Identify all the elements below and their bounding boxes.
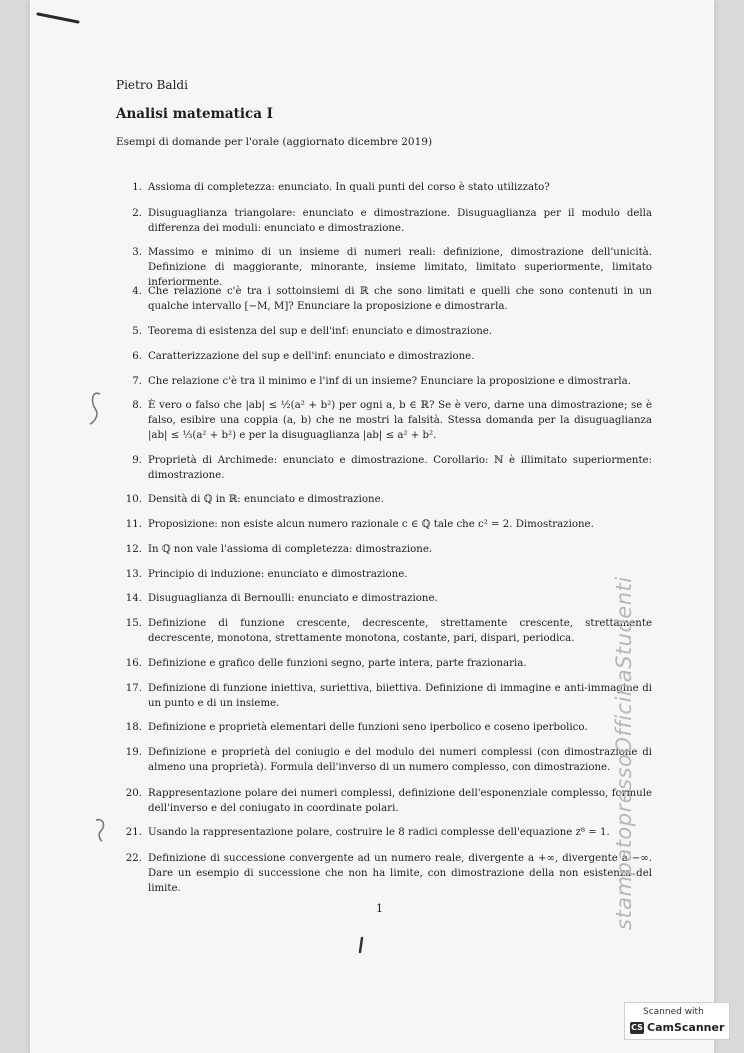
question-number: 13. <box>125 569 142 580</box>
question-item <box>112 542 652 557</box>
question-text: Definizione di funzione crescente, decrescente, strettamente crescente, strettamente decrescente, monotona, strettamente monotona, costante, pari, dispari, periodica. <box>148 618 652 644</box>
question-text: Assioma di completezza: enunciato. In quali punti del corso è stato utilizzato? <box>148 182 550 193</box>
question-text: Definizione di successione convergente ad un numero reale, divergente a +∞, divergente a −∞. Dare un esempio di successione che non ha limite, con dimostrazione della non esistenza del limite. <box>148 853 652 894</box>
question-item <box>112 374 652 389</box>
question-number: 1. <box>132 182 142 193</box>
question-item <box>112 398 652 443</box>
question-item <box>112 591 652 606</box>
question-text: In ℚ non vale l'assioma di completezza: dimostrazione. <box>148 544 433 555</box>
question-item <box>112 517 652 532</box>
question-text: Proposizione: non esiste alcun numero razionale c ∈ ℚ tale che c² = 2. Dimostrazione. <box>148 519 594 530</box>
question-number: 2. <box>132 208 142 219</box>
question-number: 7. <box>132 376 142 387</box>
scanner-stamp-line2: CamScanner <box>647 1021 725 1034</box>
question-item <box>112 284 652 314</box>
page-number: 1 <box>376 902 383 915</box>
ink-mark <box>356 936 368 956</box>
question-number: 18. <box>125 722 142 733</box>
question-item <box>112 453 652 483</box>
question-number: 20. <box>125 788 142 799</box>
question-item <box>112 324 652 339</box>
question-number: 14. <box>125 593 142 604</box>
question-text: Densità di ℚ in ℝ: enunciato e dimostrazione. <box>148 494 384 505</box>
question-item <box>112 720 652 735</box>
question-number: 9. <box>132 455 142 466</box>
question-text: Che relazione c'è tra i sottoinsiemi di ℝ che sono limitati e quelli che sono contenuti in un qualche intervallo [−M, M]? Enunciare la proposizione e dimostrarla. <box>148 286 652 312</box>
pencil-annotation-mark <box>90 814 112 844</box>
question-item <box>112 206 652 236</box>
question-text: Definizione e grafico delle funzioni segno, parte intera, parte frazionaria. <box>148 658 527 669</box>
question-text: Rappresentazione polare dei numeri complessi, definizione dell'esponenziale complesso, formule dell'inverso e del coniugato in coordinate polari. <box>148 788 652 814</box>
question-number: 21. <box>125 827 142 838</box>
question-text: Principio di induzione: enunciato e dimostrazione. <box>148 569 408 580</box>
question-text: Disuguaglianza di Bernoulli: enunciato e dimostrazione. <box>148 593 438 604</box>
question-number: 19. <box>125 747 142 758</box>
question-item <box>112 656 652 671</box>
question-number: 17. <box>125 683 142 694</box>
question-number: 12. <box>125 544 142 555</box>
question-item <box>112 567 652 582</box>
pen-mark <box>34 8 84 28</box>
watermark: stampatopressoOfficinaStudenti <box>612 576 636 930</box>
question-item <box>112 349 652 364</box>
question-text: Massimo e minimo di un insieme di numeri reali: definizione, dimostrazione dell'unicità. Definizione di maggiorante, minorante, insieme limitato, limitato superiormente, limitato inferiormente. <box>148 247 652 288</box>
pencil-annotation-mark <box>84 388 108 428</box>
question-number: 16. <box>125 658 142 669</box>
scanner-stamp-line1: Scanned with <box>643 1007 704 1017</box>
document-title: Analisi matematica I <box>116 106 273 122</box>
camscanner-logo-icon: CS <box>631 1023 643 1032</box>
question-number: 3. <box>132 247 142 258</box>
question-item <box>112 825 652 840</box>
question-item <box>112 745 652 775</box>
question-number: 22. <box>125 853 142 864</box>
question-text: È vero o falso che |ab| ≤ ½(a² + b²) per ogni a, b ∈ ℝ? Se è vero, darne una dimostrazione; se è falso, esibire una coppia (a, b) che ne mostri la falsità. Stessa domanda per la disuguaglianza |ab| ≤ ⅓(a² + b²) e per la disuguaglianza |ab| ≤ a² + b². <box>148 400 652 441</box>
question-item <box>112 492 652 507</box>
question-number: 8. <box>132 400 142 411</box>
question-item <box>112 851 652 896</box>
scanner-stamp <box>624 1002 730 1040</box>
question-text: Definizione di funzione iniettiva, suriettiva, biiettiva. Definizione di immagine e anti-immagine di un punto e di un insieme. <box>148 683 652 709</box>
document-author: Pietro Baldi <box>116 78 188 92</box>
question-text: Caratterizzazione del sup e dell'inf: enunciato e dimostrazione. <box>148 351 475 362</box>
question-text: Che relazione c'è tra il minimo e l'inf di un insieme? Enunciare la proposizione e dimostrarla. <box>148 376 631 387</box>
question-text: Usando la rappresentazione polare, costruire le 8 radici complesse dell'equazione z⁸ = 1. <box>148 827 610 838</box>
question-number: 15. <box>125 618 142 629</box>
question-number: 6. <box>132 351 142 362</box>
question-text: Disuguaglianza triangolare: enunciato e dimostrazione. Disuguaglianza per il modulo della differenza dei moduli: enunciato e dimostrazione. <box>148 208 652 234</box>
question-item <box>112 616 652 646</box>
question-text: Definizione e proprietà elementari delle funzioni seno iperbolico e coseno iperbolico. <box>148 722 588 733</box>
question-number: 4. <box>132 286 142 297</box>
question-number: 11. <box>125 519 142 530</box>
question-text: Proprietà di Archimede: enunciato e dimostrazione. Corollario: ℕ è illimitato superiormente: dimostrazione. <box>148 455 652 481</box>
question-item <box>112 180 652 195</box>
question-item <box>112 786 652 816</box>
question-item <box>112 681 652 711</box>
question-text: Definizione e proprietà del coniugio e del modulo dei numeri complessi (con dimostrazione di almeno una proprietà). Formula dell'inverso di un numero complesso, con dimostrazione. <box>148 747 652 773</box>
question-number: 5. <box>132 326 142 337</box>
document-subtitle: Esempi di domande per l'orale (aggiornato dicembre 2019) <box>116 136 433 148</box>
question-text: Teorema di esistenza del sup e dell'inf: enunciato e dimostrazione. <box>148 326 493 337</box>
question-number: 10. <box>125 494 142 505</box>
